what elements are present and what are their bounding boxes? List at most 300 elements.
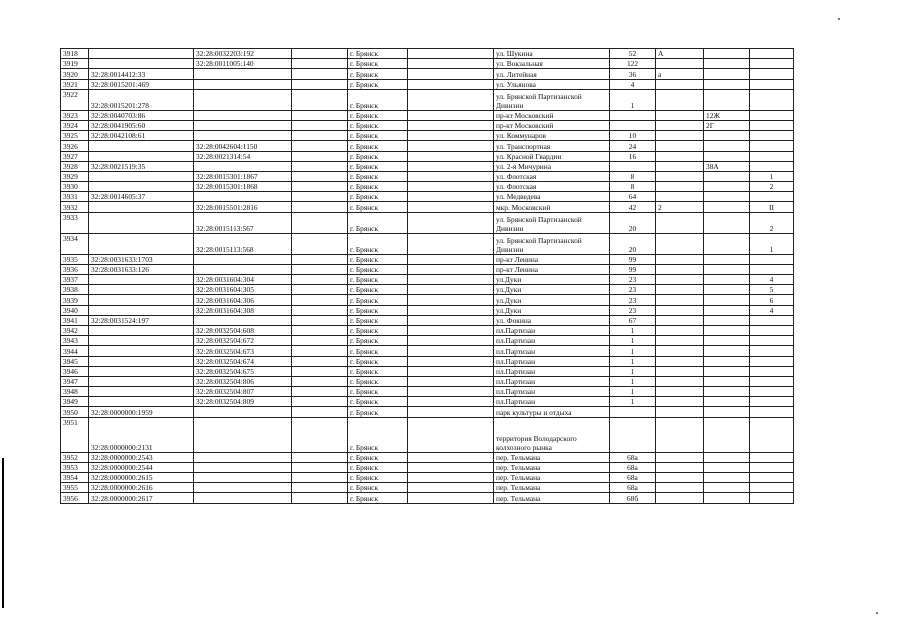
cadastral-number-land — [89, 397, 194, 407]
cadastral-number-object: 32:28:0031604:306 — [194, 295, 292, 305]
address-street: ул. Шукина — [494, 49, 610, 59]
column-3 — [292, 387, 348, 397]
column-3 — [292, 89, 348, 110]
cadastral-number-object: 32:28:0032504:608 — [194, 325, 292, 335]
letter — [656, 79, 704, 89]
row-number: 3929 — [61, 171, 89, 181]
cadastral-number-land: 32:28:0000000:2543 — [89, 452, 194, 462]
flat — [750, 315, 794, 325]
letter — [656, 346, 704, 356]
table-row — [61, 376, 794, 386]
row-number: 3944 — [61, 346, 89, 356]
table-row — [61, 462, 794, 472]
city-cell: г. Брянск — [348, 120, 408, 130]
house-number: 1 — [610, 376, 656, 386]
row-number: 3948 — [61, 387, 89, 397]
building — [704, 452, 750, 462]
column-3 — [292, 315, 348, 325]
row-number: 3940 — [61, 305, 89, 315]
address-street: пл.Партизан — [494, 336, 610, 346]
cadastral-number-land — [89, 346, 194, 356]
city-cell: г. Брянск — [348, 483, 408, 493]
city-cell: г. Брянск — [348, 131, 408, 141]
letter — [656, 171, 704, 181]
house-number: 1 — [610, 346, 656, 356]
table-body — [61, 49, 794, 504]
building — [704, 59, 750, 69]
cadastral-number-object: 32:28:0011005:140 — [194, 59, 292, 69]
column-3 — [292, 397, 348, 407]
row-number: 3945 — [61, 356, 89, 366]
column-3 — [292, 336, 348, 346]
column-5 — [408, 376, 494, 386]
column-5 — [408, 59, 494, 69]
table-row — [61, 89, 794, 110]
column-5 — [408, 275, 494, 285]
house-number: 16 — [610, 151, 656, 161]
cadastral-number-object: 32:28:0032504:675 — [194, 366, 292, 376]
table-row — [61, 473, 794, 483]
building — [704, 473, 750, 483]
house-number: 67 — [610, 315, 656, 325]
flat — [750, 254, 794, 264]
building — [704, 483, 750, 493]
cadastral-number-object: 32:28:0032504:673 — [194, 346, 292, 356]
city-cell: г. Брянск — [348, 59, 408, 69]
table-row — [61, 356, 794, 366]
flat — [750, 131, 794, 141]
cadastral-number-land — [89, 233, 194, 254]
flat — [750, 462, 794, 472]
house-number — [610, 417, 656, 452]
column-5 — [408, 336, 494, 346]
column-5 — [408, 192, 494, 202]
flat — [750, 120, 794, 130]
cadastral-number-object: 32:28:0015301:1868 — [194, 182, 292, 192]
letter: А — [656, 49, 704, 59]
letter — [656, 285, 704, 295]
cadastral-number-object — [194, 69, 292, 79]
flat — [750, 493, 794, 503]
table-row — [61, 315, 794, 325]
house-number: 20 — [610, 233, 656, 254]
building — [704, 315, 750, 325]
flat — [750, 264, 794, 274]
row-number: 3946 — [61, 366, 89, 376]
building — [704, 285, 750, 295]
city-cell: г. Брянск — [348, 305, 408, 315]
building — [704, 131, 750, 141]
address-street: пер. Тельмана — [494, 452, 610, 462]
cadastral-number-object — [194, 264, 292, 274]
row-number: 3928 — [61, 161, 89, 171]
column-3 — [292, 356, 348, 366]
cadastral-number-object — [194, 161, 292, 171]
cadastral-number-land: 32:28:0031633:1703 — [89, 254, 194, 264]
address-street: парк культуры и отдыха — [494, 407, 610, 417]
column-3 — [292, 141, 348, 151]
cadastral-number-object — [194, 407, 292, 417]
flat: 1 — [750, 171, 794, 181]
table-row — [61, 69, 794, 79]
house-number: 122 — [610, 59, 656, 69]
address-street: ул. Литейная — [494, 69, 610, 79]
cadastral-number-land — [89, 49, 194, 59]
column-3 — [292, 120, 348, 130]
column-5 — [408, 202, 494, 212]
city-cell: г. Брянск — [348, 192, 408, 202]
letter — [656, 452, 704, 462]
address-street: ул. Флотская — [494, 182, 610, 192]
address-street: пл.Партизан — [494, 356, 610, 366]
address-street: ул. Фокина — [494, 315, 610, 325]
cadastral-number-land — [89, 325, 194, 335]
address-street: ул. Брянской Партизанской Дивизии — [494, 212, 610, 233]
city-cell: г. Брянск — [348, 346, 408, 356]
row-number: 3919 — [61, 59, 89, 69]
column-3 — [292, 171, 348, 181]
cadastral-number-land — [89, 202, 194, 212]
table-row — [61, 161, 794, 171]
city-cell: г. Брянск — [348, 407, 408, 417]
city-cell: г. Брянск — [348, 387, 408, 397]
table-row — [61, 397, 794, 407]
flat: II — [750, 202, 794, 212]
flat: 4 — [750, 275, 794, 285]
row-number: 3951 — [61, 417, 89, 452]
column-5 — [408, 141, 494, 151]
city-cell: г. Брянск — [348, 295, 408, 305]
city-cell: г. Брянск — [348, 462, 408, 472]
row-number: 3950 — [61, 407, 89, 417]
building — [704, 462, 750, 472]
address-street: ул. Медведева — [494, 192, 610, 202]
letter — [656, 397, 704, 407]
table-row — [61, 202, 794, 212]
building — [704, 192, 750, 202]
column-5 — [408, 182, 494, 192]
cadastral-number-object — [194, 417, 292, 452]
address-street: ул.Дуки — [494, 295, 610, 305]
city-cell: г. Брянск — [348, 233, 408, 254]
cadastral-number-land: 32:28:0015201:278 — [89, 89, 194, 110]
cadastral-number-land: 32:28:0031524:197 — [89, 315, 194, 325]
address-street: пл.Партизан — [494, 397, 610, 407]
column-3 — [292, 182, 348, 192]
letter — [656, 325, 704, 335]
building — [704, 295, 750, 305]
row-number: 3939 — [61, 295, 89, 305]
house-number: 1 — [610, 397, 656, 407]
row-number: 3933 — [61, 212, 89, 233]
table-row — [61, 141, 794, 151]
column-3 — [292, 462, 348, 472]
cadastral-number-land — [89, 285, 194, 295]
column-5 — [408, 493, 494, 503]
column-5 — [408, 171, 494, 181]
address-street: пл.Партизан — [494, 376, 610, 386]
cadastral-number-object: 32:28:0032504:809 — [194, 397, 292, 407]
column-3 — [292, 233, 348, 254]
city-cell: г. Брянск — [348, 315, 408, 325]
column-5 — [408, 387, 494, 397]
column-5 — [408, 473, 494, 483]
city-cell: г. Брянск — [348, 110, 408, 120]
flat — [750, 387, 794, 397]
row-number: 3930 — [61, 182, 89, 192]
flat — [750, 356, 794, 366]
letter: 2 — [656, 202, 704, 212]
house-number: 8 — [610, 171, 656, 181]
column-5 — [408, 69, 494, 79]
column-3 — [292, 483, 348, 493]
address-street: ул. Коммунаров — [494, 131, 610, 141]
house-number: 68а — [610, 452, 656, 462]
house-number: 99 — [610, 264, 656, 274]
letter: а — [656, 69, 704, 79]
building: 12Ж — [704, 110, 750, 120]
address-street: пр-кт Ленина — [494, 254, 610, 264]
letter — [656, 417, 704, 452]
column-3 — [292, 473, 348, 483]
cadastral-number-land: 32:28:0041905:60 — [89, 120, 194, 130]
table-row — [61, 79, 794, 89]
city-cell: г. Брянск — [348, 417, 408, 452]
flat — [750, 49, 794, 59]
table-row — [61, 182, 794, 192]
address-street: пл.Партизан — [494, 325, 610, 335]
address-street: мкр. Московский — [494, 202, 610, 212]
letter — [656, 462, 704, 472]
address-street: пр-кт Ленина — [494, 264, 610, 274]
row-number: 3920 — [61, 69, 89, 79]
cadastral-number-land: 32:28:0021519:35 — [89, 161, 194, 171]
cadastral-number-land — [89, 376, 194, 386]
cadastral-number-object: 32:28:0032504:674 — [194, 356, 292, 366]
house-number: 52 — [610, 49, 656, 59]
cadastral-number-land — [89, 356, 194, 366]
city-cell: г. Брянск — [348, 473, 408, 483]
cadastral-number-land — [89, 295, 194, 305]
column-5 — [408, 233, 494, 254]
cadastral-number-land — [89, 151, 194, 161]
letter — [656, 254, 704, 264]
column-5 — [408, 295, 494, 305]
building — [704, 387, 750, 397]
letter — [656, 387, 704, 397]
flat — [750, 161, 794, 171]
column-3 — [292, 49, 348, 59]
letter — [656, 264, 704, 274]
flat — [750, 79, 794, 89]
table-row — [61, 151, 794, 161]
table-row — [61, 366, 794, 376]
building — [704, 69, 750, 79]
building — [704, 254, 750, 264]
table-row — [61, 417, 794, 452]
column-3 — [292, 285, 348, 295]
scan-dot — [876, 612, 878, 614]
row-number: 3925 — [61, 131, 89, 141]
letter — [656, 305, 704, 315]
letter — [656, 110, 704, 120]
building — [704, 89, 750, 110]
building — [704, 49, 750, 59]
cadastral-number-land — [89, 212, 194, 233]
building — [704, 417, 750, 452]
cadastral-number-land: 32:28:0000000:2544 — [89, 462, 194, 472]
address-street: ул.Дуки — [494, 285, 610, 295]
row-number: 3938 — [61, 285, 89, 295]
house-number — [610, 161, 656, 171]
cadastral-number-land — [89, 336, 194, 346]
table-row — [61, 254, 794, 264]
row-number: 3923 — [61, 110, 89, 120]
letter — [656, 315, 704, 325]
flat — [750, 151, 794, 161]
building — [704, 264, 750, 274]
row-number: 3941 — [61, 315, 89, 325]
letter — [656, 233, 704, 254]
flat: 2 — [750, 182, 794, 192]
city-cell: г. Брянск — [348, 254, 408, 264]
row-number: 3937 — [61, 275, 89, 285]
registry-table — [60, 48, 794, 504]
flat — [750, 397, 794, 407]
flat — [750, 346, 794, 356]
city-cell: г. Брянск — [348, 69, 408, 79]
column-5 — [408, 346, 494, 356]
city-cell: г. Брянск — [348, 397, 408, 407]
cadastral-number-object: 32:28:0032504:672 — [194, 336, 292, 346]
table-row — [61, 49, 794, 59]
cadastral-number-land: 32:28:0040703:86 — [89, 110, 194, 120]
cadastral-number-object — [194, 452, 292, 462]
row-number: 3921 — [61, 79, 89, 89]
letter — [656, 89, 704, 110]
building — [704, 325, 750, 335]
flat — [750, 452, 794, 462]
cadastral-number-object: 32:28:0015113:568 — [194, 233, 292, 254]
column-3 — [292, 417, 348, 452]
row-number: 3949 — [61, 397, 89, 407]
cadastral-number-object: 32:28:0042604:1150 — [194, 141, 292, 151]
building — [704, 151, 750, 161]
column-3 — [292, 376, 348, 386]
address-street: ул.Дуки — [494, 305, 610, 315]
row-number: 3954 — [61, 473, 89, 483]
table-row — [61, 264, 794, 274]
city-cell: г. Брянск — [348, 366, 408, 376]
city-cell: г. Брянск — [348, 151, 408, 161]
address-street: пр-кт Московский — [494, 110, 610, 120]
flat: 6 — [750, 295, 794, 305]
building — [704, 305, 750, 315]
row-number: 3926 — [61, 141, 89, 151]
address-street: ул. Вокзальная — [494, 59, 610, 69]
letter — [656, 493, 704, 503]
column-5 — [408, 452, 494, 462]
column-3 — [292, 202, 348, 212]
building — [704, 212, 750, 233]
column-5 — [408, 120, 494, 130]
house-number — [610, 110, 656, 120]
letter — [656, 212, 704, 233]
table-row — [61, 285, 794, 295]
table-row — [61, 131, 794, 141]
column-5 — [408, 315, 494, 325]
column-5 — [408, 161, 494, 171]
house-number: 23 — [610, 285, 656, 295]
address-street: пл.Партизан — [494, 366, 610, 376]
address-street: пл.Партизан — [494, 346, 610, 356]
building — [704, 407, 750, 417]
flat — [750, 366, 794, 376]
address-street: пр-кт Московский — [494, 120, 610, 130]
row-number: 3953 — [61, 462, 89, 472]
flat — [750, 325, 794, 335]
column-3 — [292, 493, 348, 503]
letter — [656, 161, 704, 171]
building — [704, 366, 750, 376]
cadastral-number-object: 32:28:0015113:567 — [194, 212, 292, 233]
column-5 — [408, 305, 494, 315]
row-number: 3922 — [61, 89, 89, 110]
letter — [656, 275, 704, 285]
city-cell: г. Брянск — [348, 376, 408, 386]
table-row — [61, 493, 794, 503]
cadastral-number-land: 32:28:0042108:61 — [89, 131, 194, 141]
city-cell: г. Брянск — [348, 161, 408, 171]
building — [704, 141, 750, 151]
flat — [750, 483, 794, 493]
column-5 — [408, 397, 494, 407]
flat: 1 — [750, 233, 794, 254]
cadastral-number-object — [194, 473, 292, 483]
house-number: 1 — [610, 356, 656, 366]
flat — [750, 110, 794, 120]
city-cell: г. Брянск — [348, 493, 408, 503]
row-number: 3924 — [61, 120, 89, 130]
cadastral-number-land: 32:28:0015201:469 — [89, 79, 194, 89]
address-street: ул. Транспортная — [494, 141, 610, 151]
cadastral-number-land — [89, 141, 194, 151]
house-number: 1 — [610, 336, 656, 346]
house-number — [610, 407, 656, 417]
column-3 — [292, 131, 348, 141]
building: 2Г — [704, 120, 750, 130]
table-row — [61, 192, 794, 202]
table-row — [61, 387, 794, 397]
building — [704, 79, 750, 89]
cadastral-number-object — [194, 493, 292, 503]
letter — [656, 192, 704, 202]
house-number — [610, 120, 656, 130]
building — [704, 346, 750, 356]
letter — [656, 141, 704, 151]
scan-edge-mark — [2, 458, 4, 608]
letter — [656, 483, 704, 493]
cadastral-number-object: 32:28:0031604:305 — [194, 285, 292, 295]
cadastral-number-object: 32:28:0032203:192 — [194, 49, 292, 59]
address-street: ул. Красной Гвардии — [494, 151, 610, 161]
column-3 — [292, 325, 348, 335]
house-number: 20 — [610, 212, 656, 233]
column-3 — [292, 151, 348, 161]
city-cell: г. Брянск — [348, 49, 408, 59]
city-cell: г. Брянск — [348, 264, 408, 274]
city-cell: г. Брянск — [348, 275, 408, 285]
